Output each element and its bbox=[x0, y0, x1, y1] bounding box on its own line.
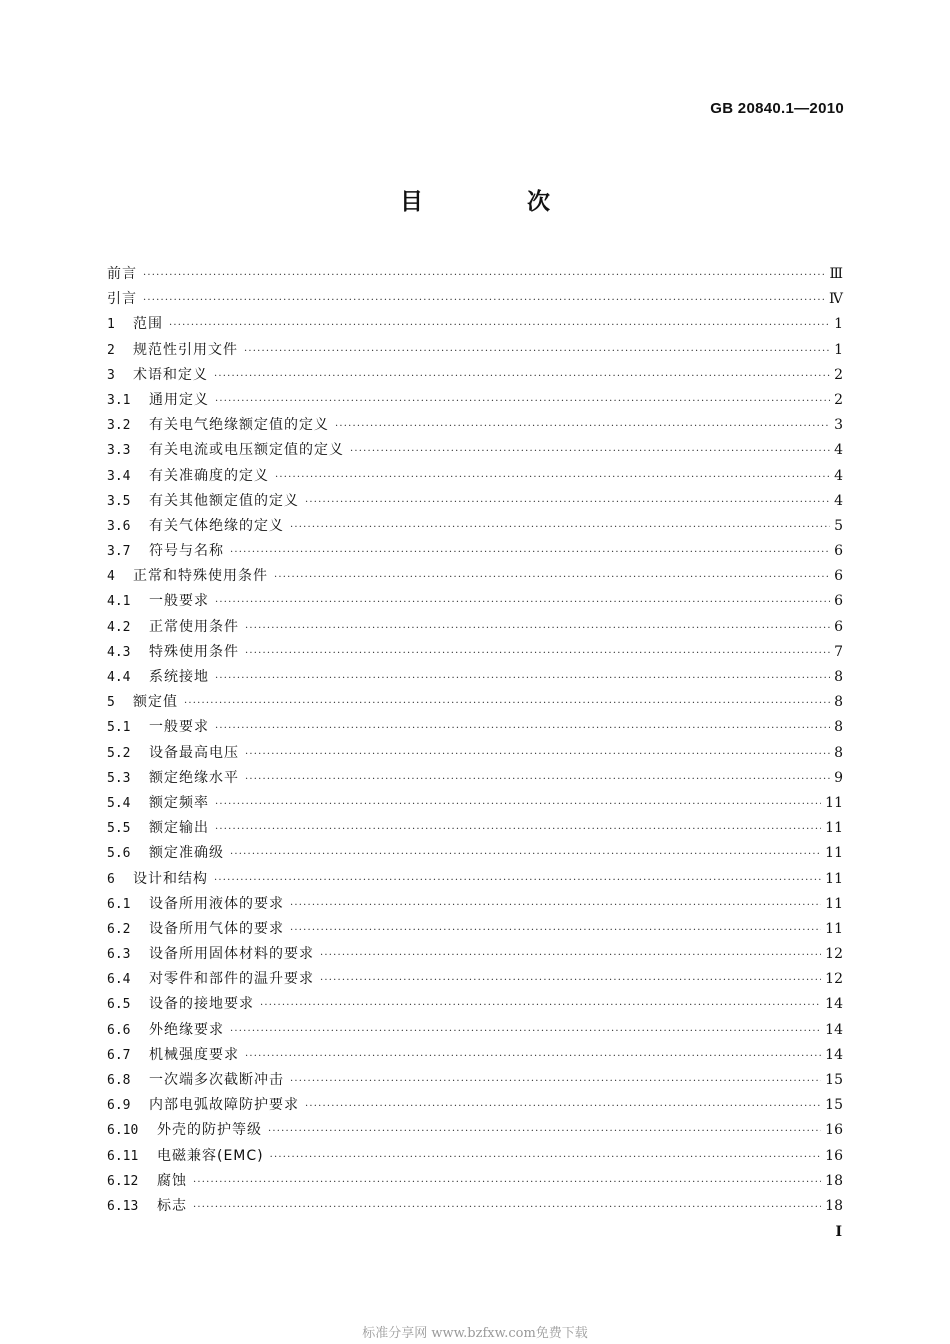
toc-entry-page: 16 bbox=[825, 1122, 843, 1139]
toc-entry-number: 6.8 bbox=[107, 1073, 131, 1088]
toc-leader-dots bbox=[245, 1044, 821, 1069]
toc-leader-dots bbox=[215, 716, 830, 741]
toc-entry[interactable] bbox=[107, 464, 843, 489]
toc-leader-dots bbox=[215, 817, 821, 842]
toc-entry[interactable] bbox=[107, 388, 843, 413]
toc-leader-dots bbox=[320, 943, 821, 968]
toc-entry-number: 6.5 bbox=[107, 997, 131, 1013]
toc-entry-number: 3.7 bbox=[107, 544, 131, 560]
toc-entry[interactable] bbox=[107, 665, 843, 690]
toc-leader-dots bbox=[268, 1119, 821, 1144]
toc-entry-title: 正常使用条件 bbox=[149, 618, 239, 635]
toc-entry[interactable] bbox=[107, 715, 843, 740]
toc-entry-number: 3.4 bbox=[107, 468, 131, 484]
toc-leader-dots bbox=[290, 893, 821, 918]
toc-leader-dots bbox=[230, 1019, 821, 1044]
toc-entry-title: 对零件和部件的温升要求 bbox=[149, 971, 314, 988]
toc-entry-number: 6.12 bbox=[107, 1173, 139, 1189]
toc-leader-dots bbox=[215, 792, 821, 817]
toc-entry-page: 18 bbox=[825, 1197, 843, 1214]
toc-entry-number: 6.9 bbox=[107, 1098, 131, 1114]
toc-entry-number: 6.11 bbox=[107, 1148, 139, 1164]
toc-entry-title: 机械强度要求 bbox=[149, 1046, 239, 1063]
toc-entry-page: 14 bbox=[825, 1046, 843, 1063]
toc-entry[interactable] bbox=[107, 1169, 843, 1194]
toc-entry-number: 3.1 bbox=[107, 392, 131, 408]
toc-entry-page: 1 bbox=[834, 341, 843, 358]
toc-leader-dots bbox=[230, 540, 830, 565]
toc-entry-page: 12 bbox=[825, 946, 843, 963]
toc-entry-page: 8 bbox=[834, 744, 843, 761]
toc-entry-number: 1 bbox=[107, 317, 115, 333]
toc-entry[interactable] bbox=[107, 1018, 843, 1043]
toc-entry[interactable] bbox=[107, 312, 843, 337]
toc-entry-title: 内部电弧故障防护要求 bbox=[149, 1097, 299, 1114]
toc-entry[interactable] bbox=[107, 338, 843, 363]
toc-leader-dots bbox=[143, 263, 825, 288]
toc-entry-title: 外壳的防护等级 bbox=[157, 1122, 262, 1139]
toc-entry-number: 6 bbox=[107, 871, 115, 887]
toc-entry-number: 6.2 bbox=[107, 921, 131, 937]
toc-entry-page: Ⅲ bbox=[829, 266, 843, 282]
toc-entry-page: 4 bbox=[834, 492, 843, 509]
toc-entry-number: 4.4 bbox=[107, 670, 131, 685]
toc-leader-dots bbox=[320, 968, 821, 993]
toc-leader-dots bbox=[245, 767, 830, 792]
toc-entry[interactable] bbox=[107, 564, 843, 589]
toc-entry-number: 4 bbox=[107, 569, 115, 585]
toc-entry-title: 额定准确级 bbox=[149, 845, 224, 862]
toc-entry[interactable] bbox=[107, 917, 843, 942]
toc-entry-title: 额定值 bbox=[133, 694, 178, 711]
toc-entry[interactable] bbox=[107, 438, 843, 463]
standard-code: GB 20840.1—2010 bbox=[710, 100, 844, 117]
toc-entry-page: 3 bbox=[834, 417, 843, 434]
toc-entry-title: 有关其他额定值的定义 bbox=[149, 492, 299, 509]
page-number: I bbox=[835, 1224, 842, 1240]
toc-entry[interactable] bbox=[107, 640, 843, 665]
toc-entry-number: 6.7 bbox=[107, 1047, 131, 1063]
toc-entry[interactable] bbox=[107, 967, 843, 992]
toc-entry[interactable] bbox=[107, 489, 843, 514]
toc-entry[interactable] bbox=[107, 1093, 843, 1118]
toc-entry-title: 额定频率 bbox=[149, 794, 209, 811]
toc-entry-page: 12 bbox=[825, 971, 843, 988]
toc-entry-page: 4 bbox=[834, 467, 843, 484]
toc-entry-title: 腐蚀 bbox=[157, 1172, 187, 1189]
toc-entry-page: 6 bbox=[834, 618, 843, 635]
toc-entry[interactable] bbox=[107, 942, 843, 967]
toc-entry[interactable] bbox=[107, 1043, 843, 1068]
toc-entry[interactable] bbox=[107, 1194, 843, 1219]
toc-entry[interactable] bbox=[107, 766, 843, 791]
table-of-contents bbox=[107, 262, 843, 1219]
toc-entry-page: 11 bbox=[825, 870, 843, 887]
toc-entry-title: 设备最高电压 bbox=[149, 744, 239, 761]
toc-entry-number: 4.2 bbox=[107, 619, 131, 635]
toc-entry-title: 规范性引用文件 bbox=[133, 341, 238, 358]
toc-entry-page: 16 bbox=[825, 1147, 843, 1164]
toc-leader-dots bbox=[169, 313, 830, 338]
toc-entry-page: 14 bbox=[825, 1021, 843, 1038]
toc-entry[interactable] bbox=[107, 1068, 843, 1093]
toc-entry-title: 设备所用气体的要求 bbox=[149, 920, 284, 937]
toc-leader-dots bbox=[274, 565, 830, 590]
toc-entry[interactable] bbox=[107, 363, 843, 388]
toc-entry-title: 有关准确度的定义 bbox=[149, 467, 269, 484]
toc-entry-title: 特殊使用条件 bbox=[149, 643, 239, 660]
toc-entry-title: 额定输出 bbox=[149, 820, 209, 837]
toc-leader-dots bbox=[143, 288, 825, 313]
toc-entry-page: Ⅳ bbox=[829, 291, 843, 308]
toc-entry-title: 外绝缘要求 bbox=[149, 1021, 224, 1038]
toc-entry-number: 6.3 bbox=[107, 947, 131, 963]
toc-entry-number: 2 bbox=[107, 342, 115, 358]
toc-entry-page: 11 bbox=[825, 845, 843, 862]
toc-entry-number: 5.1 bbox=[107, 720, 131, 736]
toc-entry-page: 11 bbox=[825, 895, 843, 912]
toc-leader-dots bbox=[305, 490, 830, 515]
toc-entry[interactable] bbox=[107, 791, 843, 816]
toc-entry-title: 设备所用液体的要求 bbox=[149, 895, 284, 912]
toc-leader-dots bbox=[270, 1145, 822, 1170]
toc-entry[interactable] bbox=[107, 841, 843, 866]
toc-entry-page: 6 bbox=[834, 593, 843, 610]
toc-entry-page: 15 bbox=[825, 1072, 843, 1088]
toc-entry[interactable] bbox=[107, 992, 843, 1017]
toc-leader-dots bbox=[290, 1069, 821, 1094]
toc-entry-number: 6.1 bbox=[107, 896, 131, 912]
toc-entry-number: 5.4 bbox=[107, 795, 131, 811]
toc-entry-number: 4.3 bbox=[107, 644, 131, 660]
toc-entry-page: 9 bbox=[834, 769, 843, 786]
toc-entry-number: 5.6 bbox=[107, 846, 131, 862]
toc-entry-number: 5 bbox=[107, 695, 115, 711]
toc-leader-dots bbox=[214, 868, 821, 893]
toc-entry-number: 3.6 bbox=[107, 518, 131, 534]
toc-entry-title: 范围 bbox=[133, 316, 163, 333]
toc-entry[interactable] bbox=[107, 1118, 843, 1143]
toc-entry-title: 标志 bbox=[157, 1197, 187, 1214]
toc-entry-title: 设计和结构 bbox=[133, 870, 208, 887]
toc-entry-title: 一次端多次截断冲击 bbox=[149, 1072, 284, 1088]
toc-leader-dots bbox=[193, 1170, 821, 1195]
toc-entry[interactable] bbox=[107, 615, 843, 640]
toc-leader-dots bbox=[193, 1195, 821, 1220]
toc-entry[interactable] bbox=[107, 539, 843, 564]
watermark: 标准分享网 www.bzfxw.com免费下载 bbox=[362, 1326, 588, 1341]
toc-entry-number: 4.1 bbox=[107, 594, 131, 610]
page-title: 目 次 bbox=[399, 189, 598, 215]
toc-entry-number: 6.13 bbox=[107, 1198, 139, 1214]
toc-entry[interactable] bbox=[107, 816, 843, 841]
toc-entry-title: 一般要求 bbox=[149, 719, 209, 736]
toc-entry[interactable] bbox=[107, 589, 843, 614]
toc-entry-page: 11 bbox=[825, 794, 843, 811]
toc-entry-page: 14 bbox=[825, 996, 843, 1013]
toc-leader-dots bbox=[245, 616, 830, 641]
toc-entry[interactable] bbox=[107, 262, 843, 287]
toc-entry[interactable] bbox=[107, 892, 843, 917]
toc-leader-dots bbox=[245, 742, 830, 767]
toc-leader-dots bbox=[290, 918, 821, 943]
toc-entry-number: 3 bbox=[107, 367, 115, 383]
toc-entry-title: 额定绝缘水平 bbox=[149, 769, 239, 786]
toc-entry-number: 3.3 bbox=[107, 443, 131, 459]
toc-entry-title: 设备所用固体材料的要求 bbox=[149, 946, 314, 963]
toc-leader-dots bbox=[350, 439, 830, 464]
toc-entry[interactable] bbox=[107, 287, 843, 312]
toc-entry-number: 6.4 bbox=[107, 972, 131, 988]
toc-entry-title: 一般要求 bbox=[149, 593, 209, 610]
toc-entry-title: 引言 bbox=[107, 291, 137, 308]
toc-leader-dots bbox=[230, 842, 821, 867]
toc-entry-page: 4 bbox=[834, 442, 843, 459]
toc-entry[interactable] bbox=[107, 867, 843, 892]
toc-leader-dots bbox=[184, 691, 830, 716]
toc-leader-dots bbox=[215, 666, 830, 691]
toc-entry-title: 设备的接地要求 bbox=[149, 996, 254, 1013]
toc-entry-page: 2 bbox=[834, 366, 843, 383]
toc-leader-dots bbox=[335, 414, 830, 439]
toc-entry-title: 电磁兼容(EMC) bbox=[157, 1147, 264, 1164]
toc-entry-page: 7 bbox=[834, 643, 843, 660]
toc-entry-page: 6 bbox=[834, 568, 843, 585]
toc-entry-page: 8 bbox=[834, 694, 843, 711]
toc-entry-page: 11 bbox=[825, 920, 843, 937]
toc-entry-number: 3.5 bbox=[107, 493, 131, 509]
toc-entry-title: 通用定义 bbox=[149, 391, 209, 408]
toc-entry-number: 3.2 bbox=[107, 418, 131, 434]
toc-leader-dots bbox=[214, 364, 830, 389]
toc-entry-title: 有关电流或电压额定值的定义 bbox=[149, 442, 344, 459]
toc-entry[interactable] bbox=[107, 413, 843, 438]
toc-leader-dots bbox=[305, 1094, 821, 1119]
toc-entry-page: 6 bbox=[834, 543, 843, 560]
toc-entry-page: 8 bbox=[834, 719, 843, 736]
toc-entry-title: 有关电气绝缘额定值的定义 bbox=[149, 417, 329, 434]
toc-entry-page: 8 bbox=[834, 669, 843, 685]
toc-entry-page: 11 bbox=[825, 820, 843, 837]
toc-leader-dots bbox=[245, 641, 830, 666]
toc-leader-dots bbox=[244, 339, 830, 364]
toc-leader-dots bbox=[215, 389, 830, 414]
toc-entry-page: 18 bbox=[825, 1172, 843, 1189]
toc-entry-number: 5.3 bbox=[107, 770, 131, 786]
toc-entry-title: 正常和特殊使用条件 bbox=[133, 568, 268, 585]
toc-entry[interactable] bbox=[107, 690, 843, 715]
toc-entry-title: 系统接地 bbox=[149, 669, 209, 685]
toc-entry[interactable] bbox=[107, 741, 843, 766]
toc-leader-dots bbox=[275, 465, 830, 490]
toc-entry-number: 6.10 bbox=[107, 1123, 139, 1139]
toc-leader-dots bbox=[290, 515, 830, 540]
toc-entry-page: 2 bbox=[834, 391, 843, 408]
toc-entry-page: 15 bbox=[825, 1097, 843, 1114]
toc-entry-title: 有关气体绝缘的定义 bbox=[149, 517, 284, 534]
toc-entry-number: 5.2 bbox=[107, 745, 131, 761]
toc-entry-title: 符号与名称 bbox=[149, 543, 224, 560]
toc-entry-title: 术语和定义 bbox=[133, 366, 208, 383]
toc-leader-dots bbox=[215, 590, 830, 615]
toc-leader-dots bbox=[260, 993, 821, 1018]
toc-entry-page: 5 bbox=[834, 517, 843, 534]
toc-entry[interactable] bbox=[107, 1144, 843, 1169]
toc-entry[interactable] bbox=[107, 514, 843, 539]
toc-entry-page: 1 bbox=[834, 316, 843, 333]
toc-entry-number: 6.6 bbox=[107, 1022, 131, 1038]
toc-entry-number: 5.5 bbox=[107, 821, 131, 837]
toc-entry-title: 前言 bbox=[107, 266, 137, 282]
